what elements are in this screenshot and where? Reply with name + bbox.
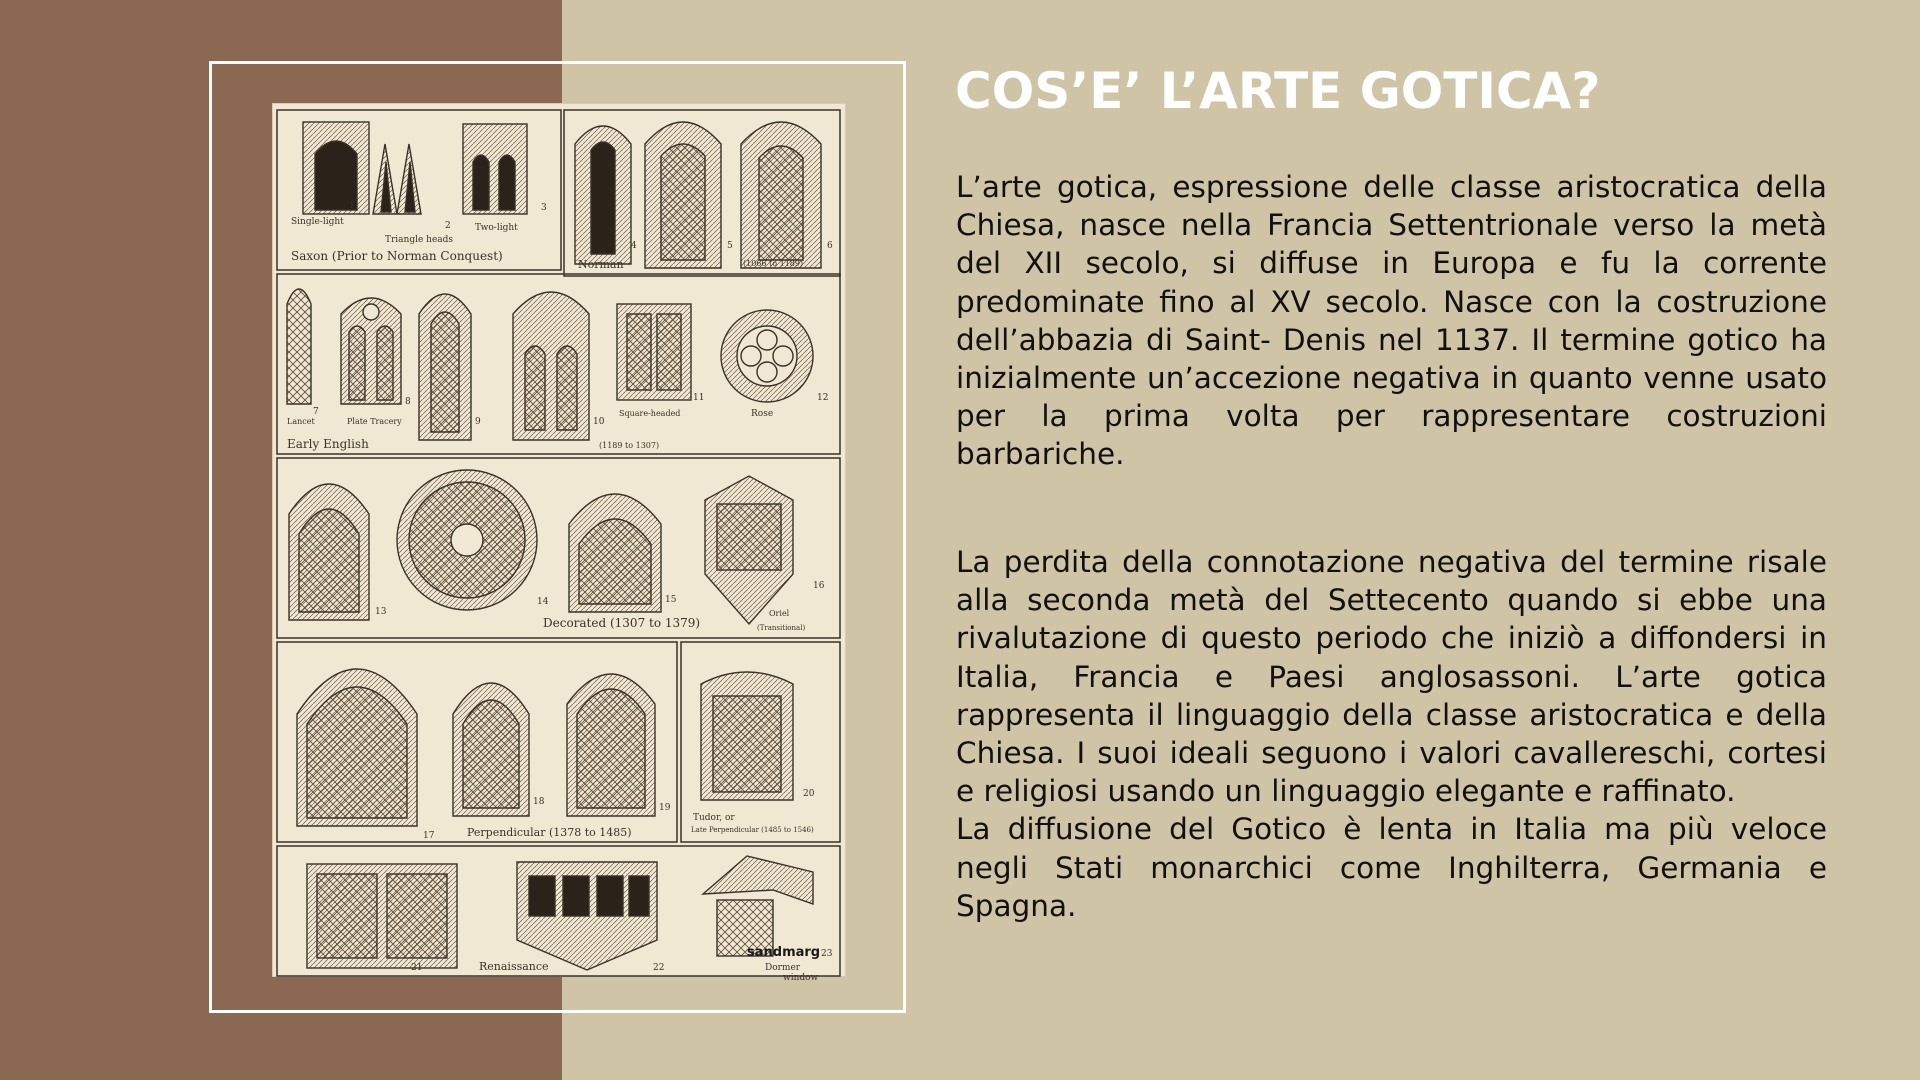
caption-two-light: Two-light bbox=[475, 223, 518, 233]
plate-number: 5 bbox=[727, 241, 733, 251]
plate-number: 18 bbox=[533, 797, 545, 807]
plate-number: 19 bbox=[659, 803, 671, 813]
caption-transitional: (Transitional) bbox=[757, 624, 806, 632]
plate-number: 17 bbox=[423, 831, 435, 841]
caption-early-english-dates: (1189 to 1307) bbox=[599, 441, 660, 450]
plate-number: 10 bbox=[593, 417, 605, 427]
plate-number: 16 bbox=[813, 581, 825, 591]
plate-number: 23 bbox=[821, 949, 833, 959]
caption-lancet: Lancet bbox=[287, 417, 315, 426]
plate-number: 6 bbox=[827, 241, 833, 251]
plate-number: 22 bbox=[653, 963, 665, 973]
caption-saxon: Saxon (Prior to Norman Conquest) bbox=[291, 249, 503, 263]
paragraph-reassessment-main: La perdita della connotazione negativa del termine risale alla seconda metà del Settecento quando si ebbe una rivalutazione di questo periodo che iniziò a diffondersi in Italia, Francia e Paesi anglosassoni. L’arte gotica rappresenta il linguaggio della classe aristocratica e della Chiesa. I suoi ideali seguono i valori cavallereschi, cortesi e religiosi usando un linguaggio elegante e raffinato. bbox=[956, 545, 1827, 809]
plate-number: 4 bbox=[631, 241, 637, 251]
caption-square-headed: Square-headed bbox=[619, 409, 681, 418]
plate-number: 7 bbox=[313, 407, 319, 417]
watermark-sandmarg: sandmarg bbox=[747, 945, 821, 960]
plate-number: 11 bbox=[693, 393, 705, 403]
norman-windows bbox=[575, 122, 821, 268]
paragraph-diffusion: La diffusione del Gotico è lenta in Italia ma più veloce negli Stati monarchici come Inghilterra, Germania e Spagna. bbox=[956, 812, 1827, 923]
caption-decorated: Decorated (1307 to 1379) bbox=[543, 616, 701, 630]
plate-number: 8 bbox=[405, 397, 411, 407]
caption-window: window bbox=[783, 973, 819, 983]
plate-number: 9 bbox=[475, 417, 481, 427]
caption-rose: Rose bbox=[751, 409, 774, 419]
caption-triangle-heads: Triangle heads bbox=[385, 235, 454, 245]
plate-number: 12 bbox=[817, 393, 829, 403]
perpendicular-windows bbox=[297, 669, 793, 826]
slide-title: COS’E’ L’ARTE GOTICA? bbox=[955, 62, 1601, 120]
gothic-windows-illustration bbox=[273, 104, 845, 983]
caption-dormer: Dormer bbox=[765, 963, 801, 973]
caption-tudor: Tudor, or bbox=[693, 813, 735, 823]
caption-early-english: Early English bbox=[287, 437, 369, 451]
caption-plate-tracery: Plate Tracery bbox=[347, 417, 402, 426]
plate-number: 21 bbox=[411, 963, 423, 973]
caption-late-perpendicular: Late Perpendicular (1485 to 1546) bbox=[691, 826, 814, 834]
plate-number: 20 bbox=[803, 789, 815, 799]
plate-number: 1 bbox=[349, 201, 355, 211]
plate-number: 13 bbox=[375, 607, 387, 617]
paragraph-origins: L’arte gotica, espressione delle classe aristocratica della Chiesa, nasce nella Francia Settentrionale verso la metà del XII secolo, si diffuse in Europa e fu la corrente predominate fino al XV secolo. Nasce con la costruzione dell’abbazia di Saint- Denis nel 1137. Il termine gotico ha inizialmente un’accezione negativa in quanto venne usato per la prima volta per rappresentare costruzioni barbariche. bbox=[956, 170, 1827, 472]
plate-number: 2 bbox=[445, 221, 451, 231]
caption-single-light: Single-light bbox=[291, 217, 344, 227]
plate-number: 3 bbox=[541, 203, 547, 213]
renaissance-windows bbox=[307, 856, 813, 970]
caption-norman-dates: (1066 to 1189) bbox=[743, 259, 804, 268]
plate-number: 15 bbox=[665, 595, 677, 605]
saxon-windows bbox=[303, 122, 527, 214]
caption-oriel: Oriel bbox=[769, 609, 790, 618]
caption-perpendicular: Perpendicular (1378 to 1485) bbox=[467, 826, 632, 839]
caption-renaissance: Renaissance bbox=[479, 960, 549, 973]
paragraph-reassessment bbox=[956, 543, 1827, 925]
plate-number: 14 bbox=[537, 597, 549, 607]
caption-norman: Norman bbox=[578, 258, 624, 271]
